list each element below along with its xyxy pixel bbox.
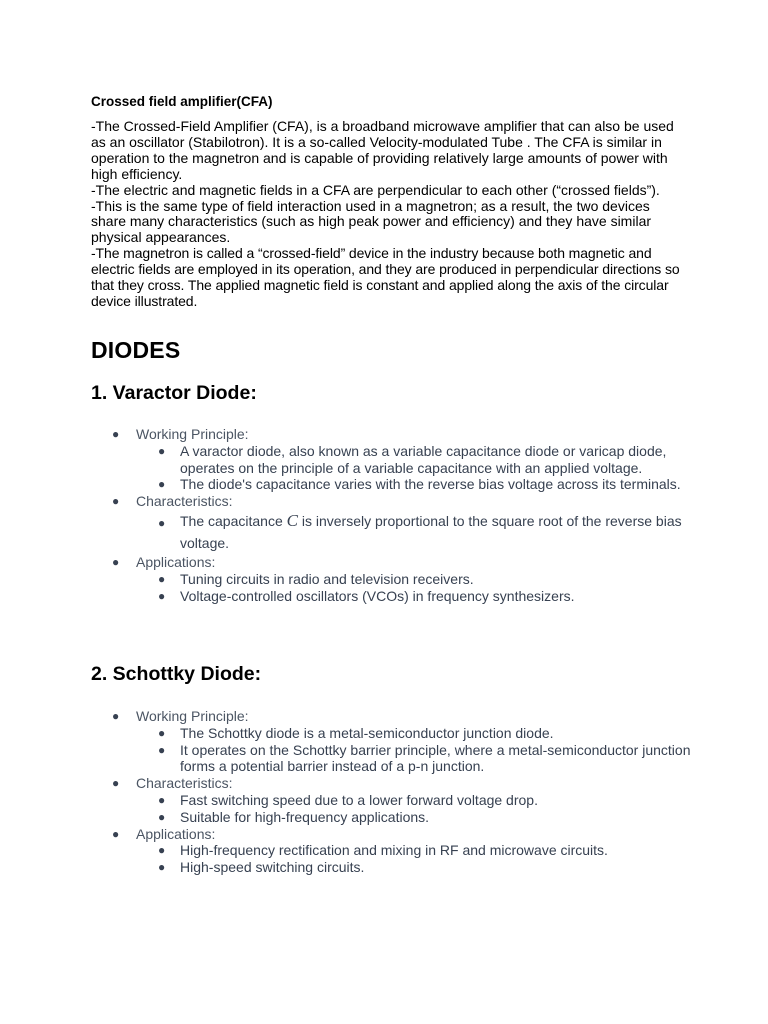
working-principle-label: Working Principle: [136, 708, 249, 724]
bullet-icon: ● [158, 588, 166, 603]
list-item [158, 842, 692, 859]
applications-label: Applications: [136, 553, 216, 570]
list-item [158, 443, 692, 477]
list-item-text: The diode's capacitance varies with the reverse bias voltage across its terminals. [180, 476, 681, 493]
list-item [158, 588, 692, 605]
bullet-icon: ● [112, 427, 120, 441]
list-item [158, 792, 692, 809]
list-item [158, 510, 692, 554]
list-item-text: is inversely proportional to the square root of the reverse bias voltage. [180, 512, 682, 551]
list-item [112, 493, 692, 554]
characteristics-label: Characteristics: [136, 775, 233, 792]
cfa-paragraph: -The magnetron is called a “crossed-field” device in the industry because both magnetic and electric fields are employed in its operation, and they are produced in perpendicular directions so that they cross. The applied magnetic field is constant and applied along the axis of the circular device illustrated. [91, 245, 680, 309]
list-item [112, 554, 692, 604]
bullet-icon: ● [158, 843, 166, 858]
bullet-icon: ● [112, 494, 120, 509]
list-item-text: The Schottky diode is a metal-semiconductor junction diode. [180, 724, 554, 741]
bullet-icon: ● [112, 776, 120, 791]
schottky-heading: 2. Schottky Diode: [91, 663, 262, 685]
applications-label: Applications: [136, 825, 216, 842]
bullet-icon: ● [112, 554, 120, 569]
list-item [112, 775, 692, 825]
bullet-icon: ● [158, 515, 166, 530]
bullet-icon: ● [158, 571, 166, 586]
list-item-text: Tuning circuits in radio and television receivers. [180, 570, 474, 587]
characteristics-label: Characteristics: [136, 493, 233, 510]
bullet-icon: ● [158, 742, 166, 757]
list-item [112, 708, 692, 775]
capacitance-symbol: C [286, 510, 298, 530]
list-item [158, 742, 692, 776]
diodes-heading: DIODES [91, 337, 181, 363]
list-item-text: Fast switching speed due to a lower forward voltage drop. [180, 791, 538, 808]
bullet-icon: ● [158, 792, 166, 807]
list-item-text: High-speed switching circuits. [180, 859, 365, 876]
bullet-icon: ● [158, 725, 166, 740]
working-principle-label: Working Principle: [136, 426, 249, 442]
list-item [158, 571, 692, 588]
varactor-list [112, 426, 692, 604]
cfa-paragraph: -This is the same type of field interaction used in a magnetron; as a result, the two devices share many characteristics (such as high peak power and efficiency) and they have similar physical appearances. [91, 197, 652, 246]
list-item [158, 476, 692, 493]
bullet-icon: ● [158, 809, 166, 824]
cfa-title: Crossed field amplifier(CFA) [91, 94, 273, 109]
cfa-paragraph: -The Crossed-Field Amplifier (CFA), is a broadband microwave amplifier that can also be used as an oscillator (Stabilotron). It is a so-called Velocity-modulated Tube . The CFA is similar in operation to the magnetron and is capable of providing relatively large amounts of power with high efficiency. [91, 118, 674, 182]
cfa-paragraph: -The electric and magnetic fields in a CFA are perpendicular to each other (“crossed fields”). [91, 181, 660, 198]
varactor-heading: 1. Varactor Diode: [91, 382, 257, 404]
list-item [158, 859, 692, 876]
list-item-text: Suitable for high-frequency applications. [180, 808, 430, 825]
list-item [158, 809, 692, 826]
list-item [158, 725, 692, 742]
list-item-text: High-frequency rectification and mixing in RF and microwave circuits. [180, 842, 608, 859]
bullet-icon: ● [158, 443, 166, 458]
bullet-icon: ● [112, 826, 120, 841]
list-item [112, 826, 692, 876]
list-item-text: Voltage-controlled oscillators (VCOs) in frequency synthesizers. [180, 587, 575, 604]
bullet-icon: ● [158, 860, 166, 875]
schottky-list [112, 708, 692, 876]
bullet-icon: ● [158, 477, 166, 492]
list-item-text: It operates on the Schottky barrier principle, where a metal-semiconductor junction forms a potential barrier instead of a p-n junction. [180, 741, 691, 775]
bullet-icon: ● [112, 709, 120, 723]
list-item-text: The capacitance [180, 512, 287, 529]
list-item-text: A varactor diode, also known as a variable capacitance diode or varicap diode, operates on the principle of a variable capacitance with an applied voltage. [180, 442, 667, 476]
cfa-body [91, 119, 686, 310]
list-item [112, 426, 692, 493]
